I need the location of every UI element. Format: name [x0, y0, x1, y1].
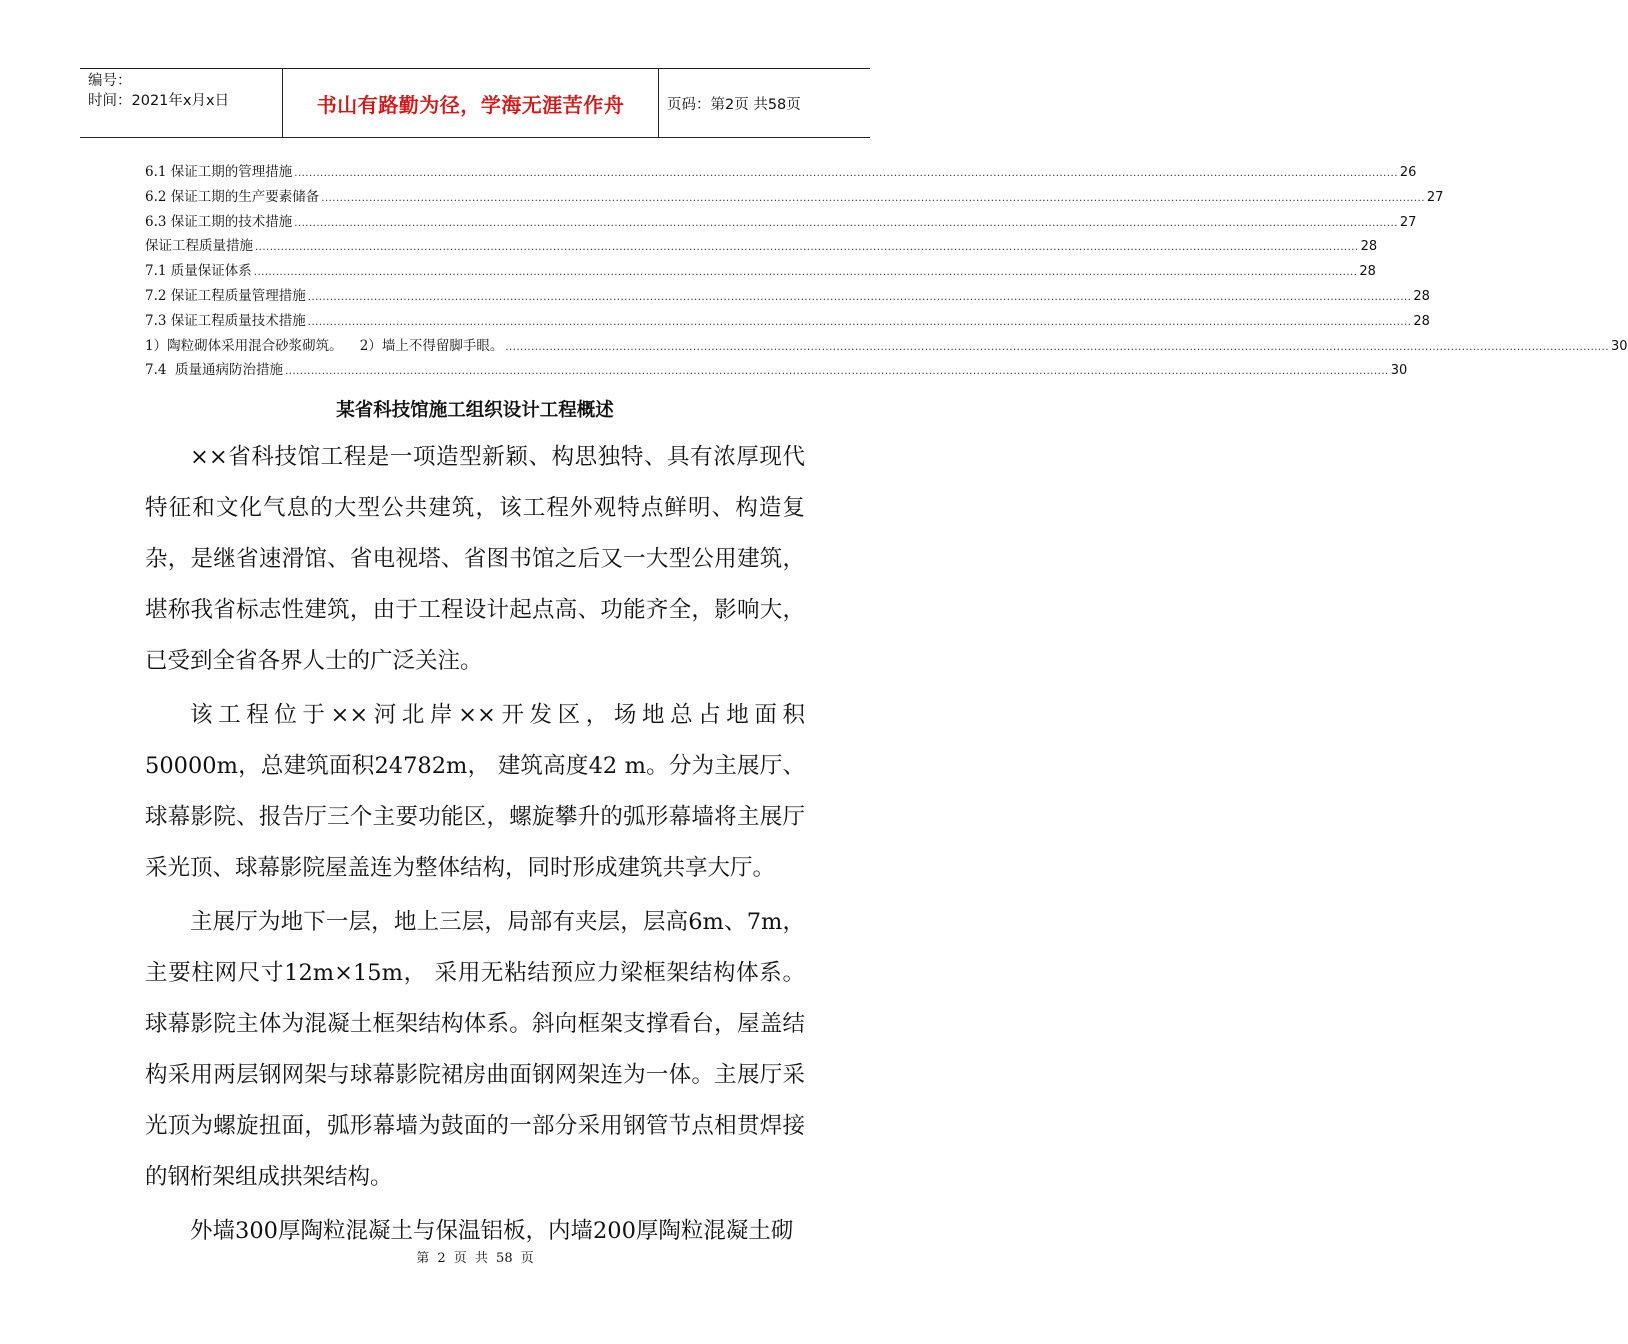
toc-leader-dots: ............................................................................................................................................................................................................................................................................................................: [294, 168, 1398, 179]
time-label: 时间：2021年x月x日: [88, 93, 230, 109]
toc-entry-title: 6.3 保证工期的技术措施: [145, 213, 293, 230]
paragraph: 该工程位于××河北岸××开发区，场地总占地面积50000m，总建筑面积24782m， 建筑高度42 m。分为主展厅、球幕影院、报告厅三个主要功能区，螺旋攀升的弧形幕墙将主展厅采光顶、球幕影院屋盖连为整体结构，同时形成建筑共享大厅。: [145, 702, 805, 881]
toc-entry[interactable]: [145, 334, 1628, 359]
toc-leader-dots: ............................................................................................................................................................................................................................................................................................................: [294, 217, 1398, 229]
toc-leader-dots: ............................................................................................................................................................................................................................................................................................................: [307, 291, 1412, 303]
toc-leader-dots: ............................................................................................................................................................................................................................................................................................................: [505, 341, 1609, 353]
toc-entry-title: 保证工程质量措施: [145, 238, 253, 255]
body-text: [145, 432, 805, 1260]
toc-entry-page: 27: [1399, 214, 1417, 230]
toc-entry-title: 1）陶粒砌体采用混合砂浆砌筑。 2）墙上不得留脚手眼。: [145, 337, 504, 354]
toc-entry-title: 7.1 质量保证体系: [145, 263, 252, 280]
toc-entry-page: 30: [1390, 363, 1408, 379]
toc-entry-page: 28: [1360, 239, 1378, 255]
toc-leader-dots: ............................................................................................................................................................................................................................................................................................................: [255, 242, 1359, 254]
toc-entry-page: 28: [1413, 313, 1430, 329]
toc-entry[interactable]: [145, 259, 1376, 284]
toc-leader-dots: ............................................................................................................................................................................................................................................................................................................: [253, 267, 1358, 279]
toc-entry[interactable]: [145, 185, 1444, 210]
paragraph: ××省科技馆工程是一项造型新颖、构思独特、具有浓厚现代特征和文化气息的大型公共建筑，该工程外观特点鲜明、构造复杂，是继省速滑馆、省电视塔、省图书馆之后又一大型公用建筑，堪称我省标志性建筑，由于工程设计起点高、功能齐全，影响大，已受到全省各界人士的广泛关注。: [145, 444, 805, 674]
header-page-info: 页码：第2页 共58页: [667, 96, 801, 113]
section-title: 某省科技馆施工组织设计工程概述: [336, 400, 614, 421]
toc-entry[interactable]: [145, 284, 1430, 309]
paragraph: 主展厅为地下一层，地上三层，局部有夹层，层高6m、7m，主要柱网尺寸12m×15m， 采用无粘结预应力梁框架结构体系。球幕影院主体为混凝土框架结构体系。斜向框架支撑看台，屋盖结构采用两层钢网架与球幕影院裙房曲面钢网架连为一体。主展厅采光顶为螺旋扭面，弧形幕墙为鼓面的一部分采用钢管节点相贯焊接的钢桁架组成拱架结构。: [145, 909, 805, 1190]
toc-leader-dots: ............................................................................................................................................................................................................................................................................................................: [307, 316, 1412, 328]
toc-entry[interactable]: [145, 210, 1417, 235]
page-footer: 第 2 页 共 58 页: [416, 1251, 534, 1266]
toc-entry[interactable]: [145, 309, 1430, 334]
toc-entry-page: 27: [1426, 189, 1444, 205]
number-label: 编号：: [88, 73, 132, 89]
header-motto: 书山有路勤为径，学海无涯苦作舟: [283, 69, 659, 137]
toc-entry-title: 7.2 保证工程质量管理措施: [145, 287, 306, 304]
paragraph: 外墙300厚陶粒混凝土与保温铝板，内墙200厚陶粒混凝土砌: [190, 1218, 794, 1244]
toc-leader-dots: ............................................................................................................................................................................................................................................................................................................: [285, 366, 1389, 378]
toc-entry-page: 26: [1399, 165, 1417, 180]
toc-entry[interactable]: [145, 358, 1408, 383]
toc-entry-title: 6.2 保证工期的生产要素储备: [145, 188, 320, 205]
toc-entry[interactable]: [145, 234, 1378, 259]
toc-entry-page: 28: [1359, 264, 1376, 280]
toc-entry-title: 6.1 保证工期的管理措施: [145, 164, 293, 180]
toc-entry-page: 30: [1610, 338, 1628, 354]
toc-leader-dots: ............................................................................................................................................................................................................................................................................................................: [321, 192, 1425, 204]
toc-entry-title: 7.4 质量通病防治措施: [145, 362, 284, 379]
toc-entry-page: 28: [1413, 288, 1430, 304]
header-meta: [80, 69, 283, 137]
toc-entry[interactable]: [145, 160, 1417, 185]
toc-entry-title: 7.3 保证工程质量技术措施: [145, 312, 306, 329]
table-of-contents: [145, 160, 1628, 383]
page-header: [80, 68, 870, 138]
